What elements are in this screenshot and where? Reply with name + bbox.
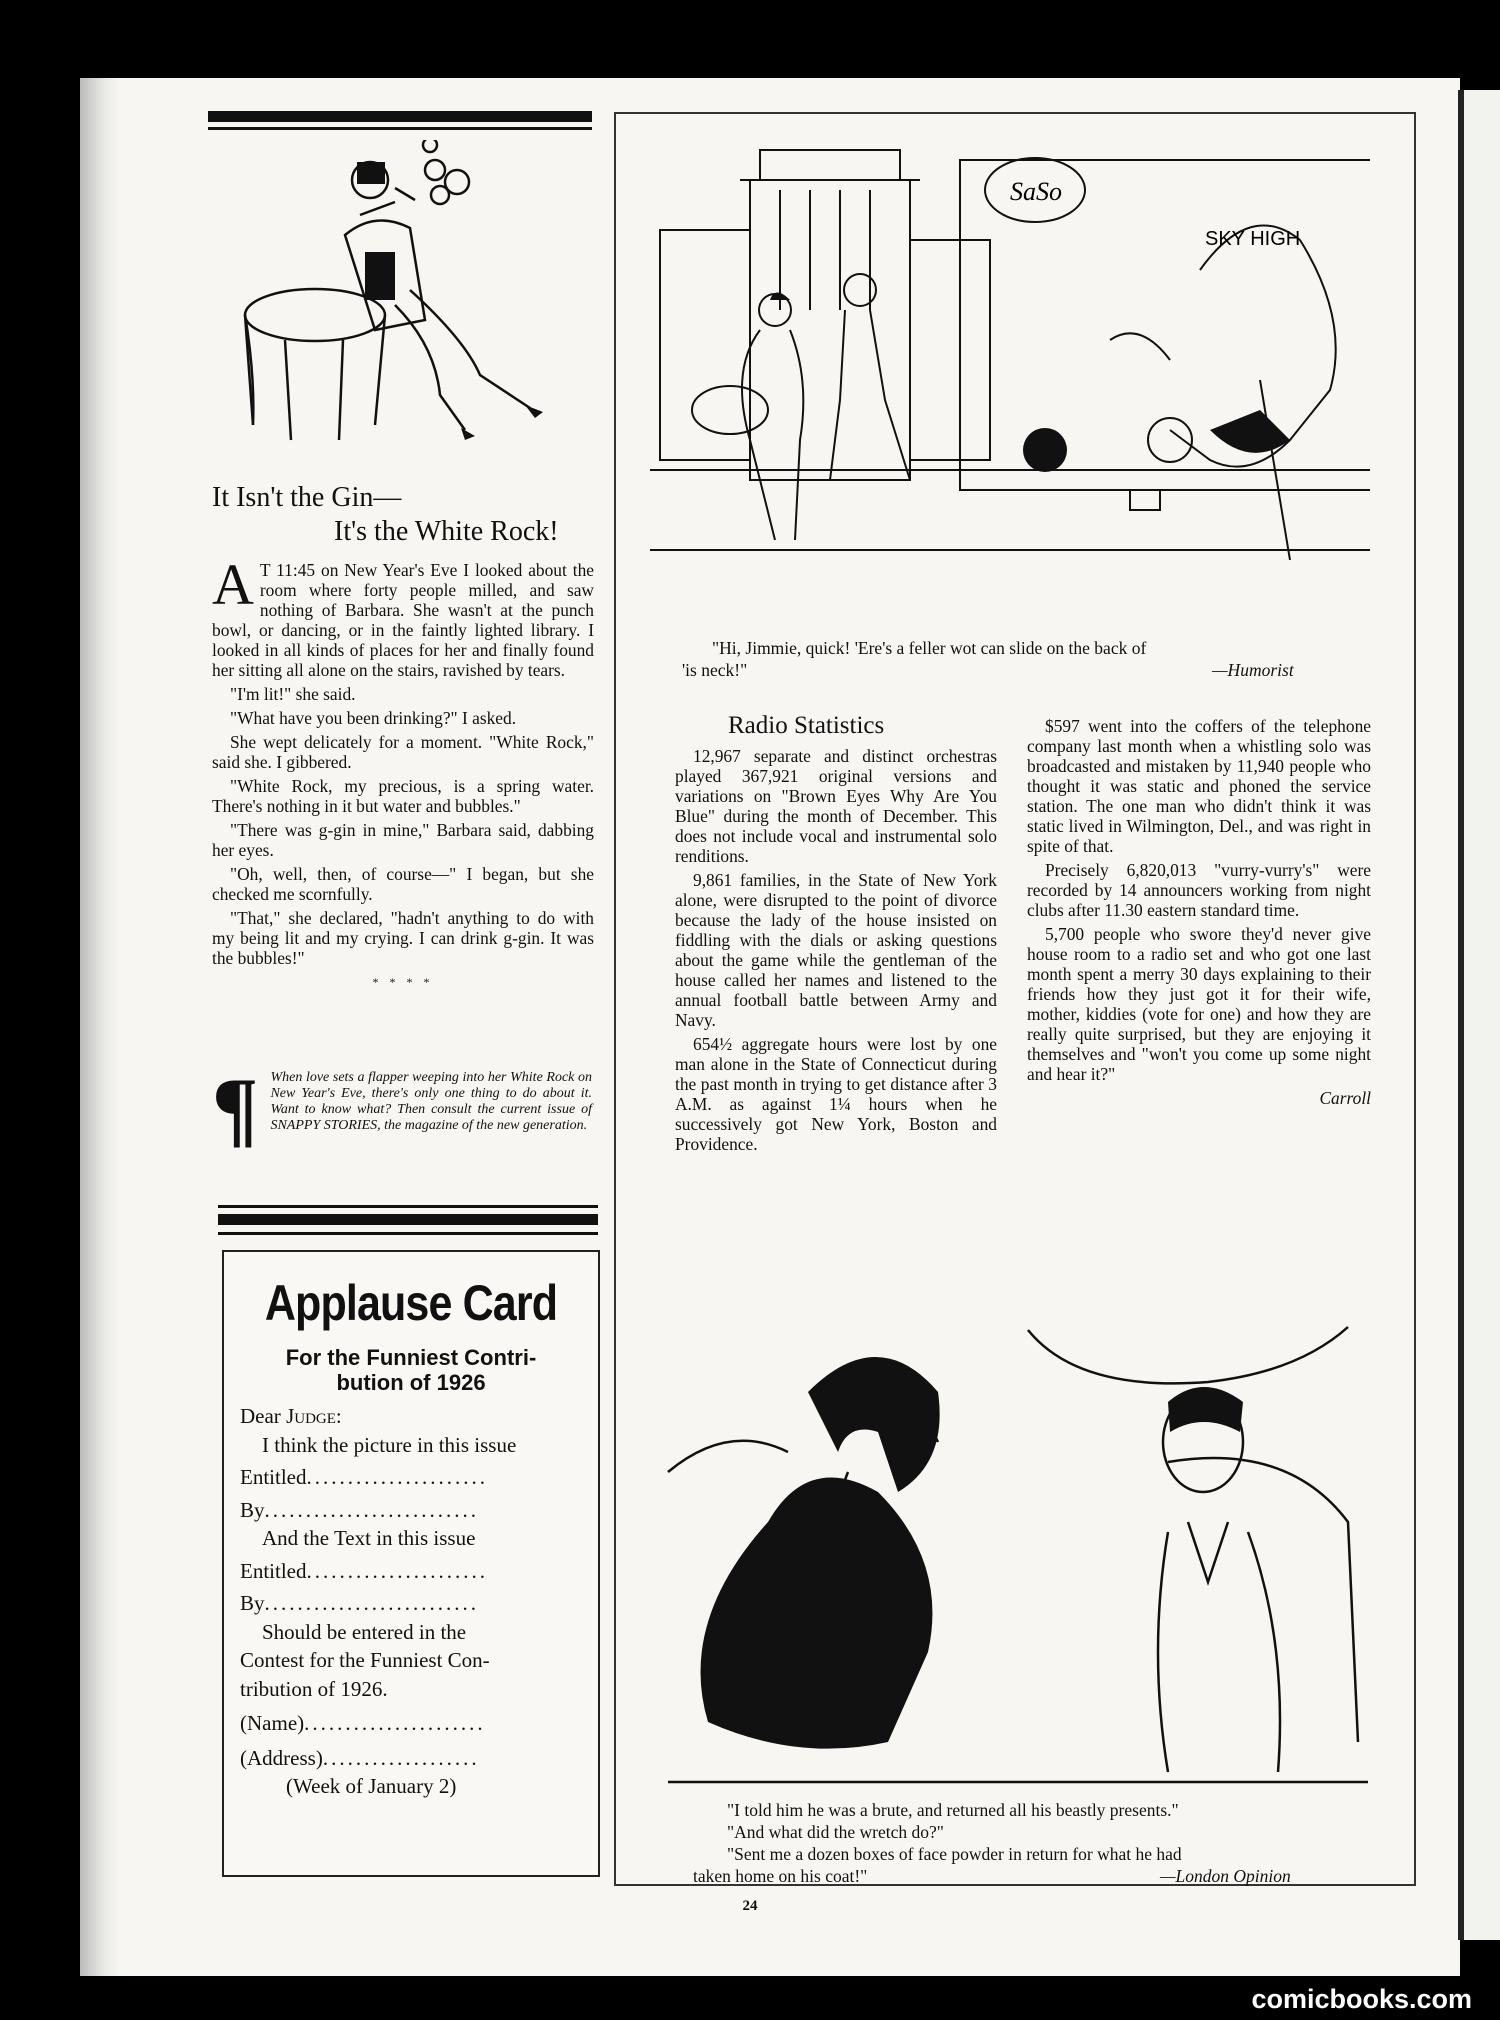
card-name-field[interactable]: (Name)...................... — [240, 1711, 486, 1735]
top-caption-credit: —Humorist — [1212, 660, 1294, 680]
article-p7: "Oh, well, then, of course—" I began, but she checked me scornfully. — [212, 864, 594, 904]
promo-note-text: When love sets a flapper weeping into her White Rock on New Year's Eve, there's only one thing to do about it. Want to know what? Then consult the current issue of SNAPPY STORIES, the magazine of the new generation. — [270, 1070, 592, 1133]
article-title-line2: It's the White Rock! — [334, 516, 559, 547]
radio-author: Carroll — [1319, 1088, 1371, 1108]
poster-saso: SaSo — [1010, 177, 1062, 206]
poster-sky-high: SKY HIGH — [1205, 228, 1301, 250]
card-line4: Contest for the Funniest Con- — [240, 1648, 490, 1672]
top-caption-line2: 'is neck!" — [682, 660, 748, 680]
article-p8: "That," she declared, "hadn't anything to do with my being lit and my crying. I can drink g-gin. It was the bubbles!" — [212, 908, 594, 968]
card-entitled-field-1[interactable]: Entitled...................... — [240, 1465, 488, 1489]
drop-cap: A — [212, 552, 254, 617]
radio-p1: 12,967 separate and distinct orchestras played 367,921 original versions and variations on "Brown Eyes Why Are You Blue" during the month of December. This does not include vocal and instrumental solo renditions. — [675, 746, 997, 866]
article-p1: T 11:45 on New Year's Eve I looked about the room where forty people milled, and saw nothing of Barbara. She wasn't at the punch bowl, or dancing, or in the faintly lighted library. I looked in all kinds of places for her and finally found her sitting all alone on the stairs, ravished by tears. — [212, 560, 594, 680]
mid-rule-thin2 — [218, 1232, 598, 1235]
page-spine — [80, 78, 120, 1976]
mid-rule — [218, 1214, 598, 1225]
radio-p3: 654½ aggregate hours were lost by one man alone in the State of Connecticut during the past month in trying to get distance after 3 A.M. as against 1¼ hours when he successively got New York, Boston and Providence. — [675, 1034, 997, 1154]
bottom-cartoon-illustration — [648, 1322, 1378, 1792]
card-dear: Dear — [240, 1404, 287, 1428]
bottom-caption-line3: "Sent me a dozen boxes of face powder in return for what he had — [727, 1844, 1182, 1864]
facing-page-edge — [1458, 90, 1500, 1940]
card-subtitle-line2: bution of 1926 — [336, 1370, 486, 1395]
card-dear-name: Judge — [286, 1404, 336, 1428]
card-week: (Week of January 2) — [286, 1774, 457, 1798]
watermark: comicbooks.com — [1251, 1984, 1472, 2014]
card-by-field-2[interactable]: By.......................... — [240, 1591, 480, 1615]
article-p2: "I'm lit!" she said. — [230, 684, 356, 704]
top-cartoon-illustration — [650, 140, 1370, 620]
radio-p4: $597 went into the coffers of the telephone company last month when a whistling solo was broadcasted and mistaken by 11,940 people who thought it was static and phoned the service station. The one man who didn't think it was static lived in Wilmington, Del., and was right in spite of that. — [1027, 716, 1371, 856]
card-entitled-field-2[interactable]: Entitled...................... — [240, 1558, 488, 1583]
entitled-label: Entitled — [240, 1558, 307, 1583]
address-label: (Address) — [240, 1745, 323, 1770]
name-label: (Name) — [240, 1711, 305, 1735]
by-label: By — [240, 1497, 265, 1522]
radio-p5: Precisely 6,820,013 "vurry-vurry's" were recorded by 14 announcers working from night clubs after 11.30 eastern standard time. — [1027, 860, 1371, 920]
card-subtitle — [224, 1345, 598, 1395]
bottom-caption-credit: —London Opinion — [1160, 1866, 1291, 1886]
radio-column-1 — [675, 746, 997, 1158]
mid-rule-thin — [218, 1205, 598, 1208]
flapper-illustration — [225, 140, 585, 470]
article-p4: She wept delicately for a moment. "White Rock," said she. I gibbered. — [212, 732, 594, 772]
paragraph-mark-icon: ¶ — [212, 1060, 259, 1156]
top-caption-line1: "Hi, Jimmie, quick! 'Ere's a feller wot can slide on the back of — [712, 638, 1147, 658]
card-line1: I think the picture in this issue — [262, 1432, 517, 1457]
card-address-field[interactable]: (Address)................... — [240, 1745, 480, 1770]
card-line2: And the Text in this issue — [262, 1526, 476, 1550]
promo-note — [212, 1060, 592, 1156]
by-label: By — [240, 1591, 265, 1615]
article-body — [212, 552, 594, 996]
applause-card[interactable] — [222, 1250, 600, 1877]
page-number: 24 — [742, 1898, 758, 1914]
article-p3: "What have you been drinking?" I asked. — [230, 708, 517, 728]
radio-p6: 5,700 people who swore they'd never give house room to a radio set and who got one last month spent a merry 30 days explaining to their friends how they just got it for their wife, mother, kiddies (vote for one) and how they are really quite surprised, but they are enjoying it themselves and "won't you come up some night and hear it?" — [1027, 924, 1371, 1084]
radio-column-2 — [1027, 716, 1371, 1112]
card-by-field-1[interactable]: By.......................... — [240, 1497, 480, 1522]
card-title: Applause Card — [264, 1275, 558, 1331]
entitled-label: Entitled — [240, 1465, 307, 1489]
article-p5: "White Rock, my precious, is a spring water. There's nothing in it but water and bubbles." — [212, 776, 594, 816]
card-body — [240, 1402, 582, 1801]
card-subtitle-line1: For the Funniest Contri- — [285, 1345, 537, 1370]
radio-title: Radio Statistics — [728, 712, 885, 739]
bottom-caption-line2: "And what did the wretch do?" — [727, 1822, 944, 1842]
card-line3: Should be entered in the — [262, 1619, 467, 1644]
bottom-caption-line1: "I told him he was a brute, and returned all his beastly presents." — [727, 1800, 1179, 1820]
radio-p2: 9,861 families, in the State of New York alone, were disrupted to the point of divorce because the lady of the house insisted on fiddling with the dials or asking questions about the game while the gentleman of the house called her names and listened to the annual football battle between Army and Navy. — [675, 870, 997, 1030]
top-rule — [208, 111, 592, 122]
card-line5: tribution of 1926. — [240, 1676, 388, 1701]
article-p6: "There was g-gin in mine," Barbara said, dabbing her eyes. — [212, 820, 594, 860]
card-dear-end: : — [335, 1404, 342, 1428]
top-rule-thin — [208, 127, 592, 130]
section-stars: * * * * — [372, 975, 434, 989]
bottom-caption-line4: taken home on his coat!" — [693, 1866, 868, 1886]
article-title-line1: It Isn't the Gin— — [212, 482, 402, 513]
